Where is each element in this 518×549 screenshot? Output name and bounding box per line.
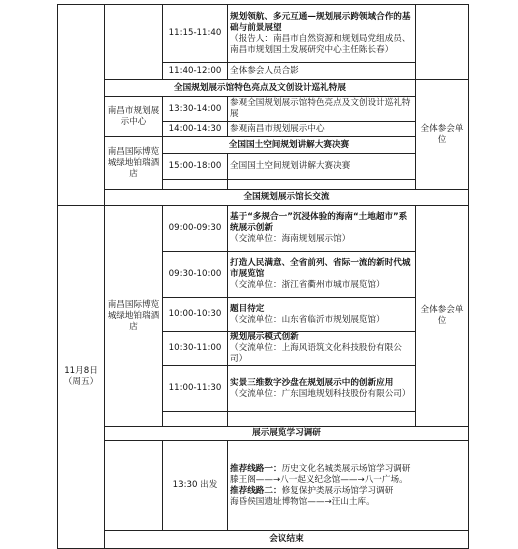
agenda-cell: [228, 206, 416, 252]
agenda-cell: 全体参会人员合影: [228, 63, 416, 80]
agenda-cell: [228, 298, 416, 332]
time-cell: 09:00-09:30: [163, 206, 228, 252]
unit-cell: 全体参会单位: [416, 206, 469, 427]
route-two: [230, 486, 466, 497]
venue-cell-blank: [105, 5, 163, 80]
date-cell: [58, 206, 105, 549]
table-row: [58, 97, 469, 122]
time-cell: 15:00-18:00: [163, 154, 228, 180]
blank-cell: [163, 180, 228, 190]
agenda-note: （报告人：南昌市自然资源和规划局党组成员、南昌市规划国土发展研究中心主任陈长春）: [230, 33, 411, 55]
agenda-note: （交流单位：浙江省衢州市城市展览馆）: [230, 280, 385, 290]
agenda-cell: 全国国土空间规划讲解大赛决赛: [228, 154, 416, 180]
route-one-path: 滕王阁——→八一起义纪念馆——→八一广场。: [230, 474, 408, 485]
agenda-title: 打造人民满意、全省前列、省际一流的新时代城市展览馆: [230, 258, 411, 279]
time-cell: 13:30-14:00: [163, 97, 228, 122]
agenda-cell: [228, 5, 416, 63]
time-cell: 10:30-11:00: [163, 332, 228, 366]
date-day: 11月8日: [64, 366, 98, 376]
section-header: 全国国土空间规划讲解大赛决赛: [163, 137, 416, 154]
blank-cell: [228, 180, 416, 190]
route-one-label: 推荐线路一：: [230, 463, 282, 474]
section-header: 全国规划展示馆长交流: [105, 190, 469, 206]
time-cell: 11:40-12:00: [163, 63, 228, 80]
agenda-cell: [228, 366, 416, 412]
agenda-title: 基于“多规合一”沉浸体验的海南“土地超市”系统展示创新: [230, 212, 408, 233]
venue-cell: 南昌国际博览城绿地铂瑞酒店: [105, 137, 163, 190]
section-header-row: [58, 80, 469, 97]
agenda-note: （交流单位：山东省临沂市规划展览馆）: [230, 314, 385, 325]
unit-cell-blank: [416, 5, 469, 80]
date-cell-blank: [58, 5, 105, 206]
unit-cell: 全体参会单位: [416, 80, 469, 190]
time-cell: 10:00-10:30: [163, 298, 228, 332]
blank-cell: [163, 412, 228, 427]
route-two-text: 修复保护类展示场馆学习调研: [281, 485, 394, 496]
time-cell: 11:00-11:30: [163, 366, 228, 412]
agenda-cell: [228, 332, 416, 366]
schedule-table: [57, 4, 469, 549]
time-cell: 09:30-10:00: [163, 252, 228, 298]
route-two-path: 海昏侯国遗址博物馆——→汪山土库。: [230, 496, 375, 507]
agenda-cell: [228, 441, 469, 531]
route-two-label: 推荐线路二：: [230, 485, 282, 496]
time-cell: 14:00-14:30: [163, 122, 228, 137]
agenda-note: （交流单位：广东国地规划科技股份有限公司）: [230, 388, 411, 399]
agenda-title: 实景三维数字沙盘在规划展示中的创新应用: [230, 377, 394, 388]
section-header: 展示展览学习调研: [105, 427, 469, 441]
agenda-title: 题目待定: [230, 303, 265, 314]
agenda-note: （交流单位：海南规划展示馆）: [230, 234, 351, 244]
venue-cell: 南昌国际博览城绿地铂瑞酒店: [105, 206, 163, 427]
agenda-cell: 参观南昌市规划展示中心: [228, 122, 416, 137]
section-header-row: [58, 427, 469, 441]
section-header-row: [58, 531, 469, 549]
blank-cell: [228, 412, 416, 427]
route-one-text: 历史文化名城类展示场馆学习调研: [281, 463, 411, 474]
table-row: [58, 5, 469, 63]
agenda-title: 规划领航、多元互通—规划展示跨领域合作的基础与前景展望: [230, 11, 411, 33]
section-header: 会议结束: [105, 531, 469, 549]
table-row: [58, 441, 469, 531]
agenda-cell: 参观全国规划展示馆特色亮点及文创设计巡礼特展: [228, 97, 416, 122]
agenda-cell: [228, 252, 416, 298]
section-header-row: [58, 137, 469, 154]
agenda-title: 规划展示模式创新: [230, 332, 299, 342]
venue-cell: 南昌市规划展示中心: [105, 97, 163, 137]
date-weekday: （周五）: [63, 377, 99, 387]
time-cell: 11:15-11:40: [163, 5, 228, 63]
section-header: 全国规划展示馆特色亮点及文创设计巡礼特展: [105, 80, 416, 97]
route-one: [230, 464, 466, 475]
agenda-note: （交流单位：上海风语筑文化科技股份有限公司）: [230, 343, 402, 364]
blank-cell: [105, 441, 163, 531]
table-row: [58, 206, 469, 252]
section-header-row: [58, 190, 469, 206]
time-cell: 13:30 出发: [163, 441, 228, 531]
